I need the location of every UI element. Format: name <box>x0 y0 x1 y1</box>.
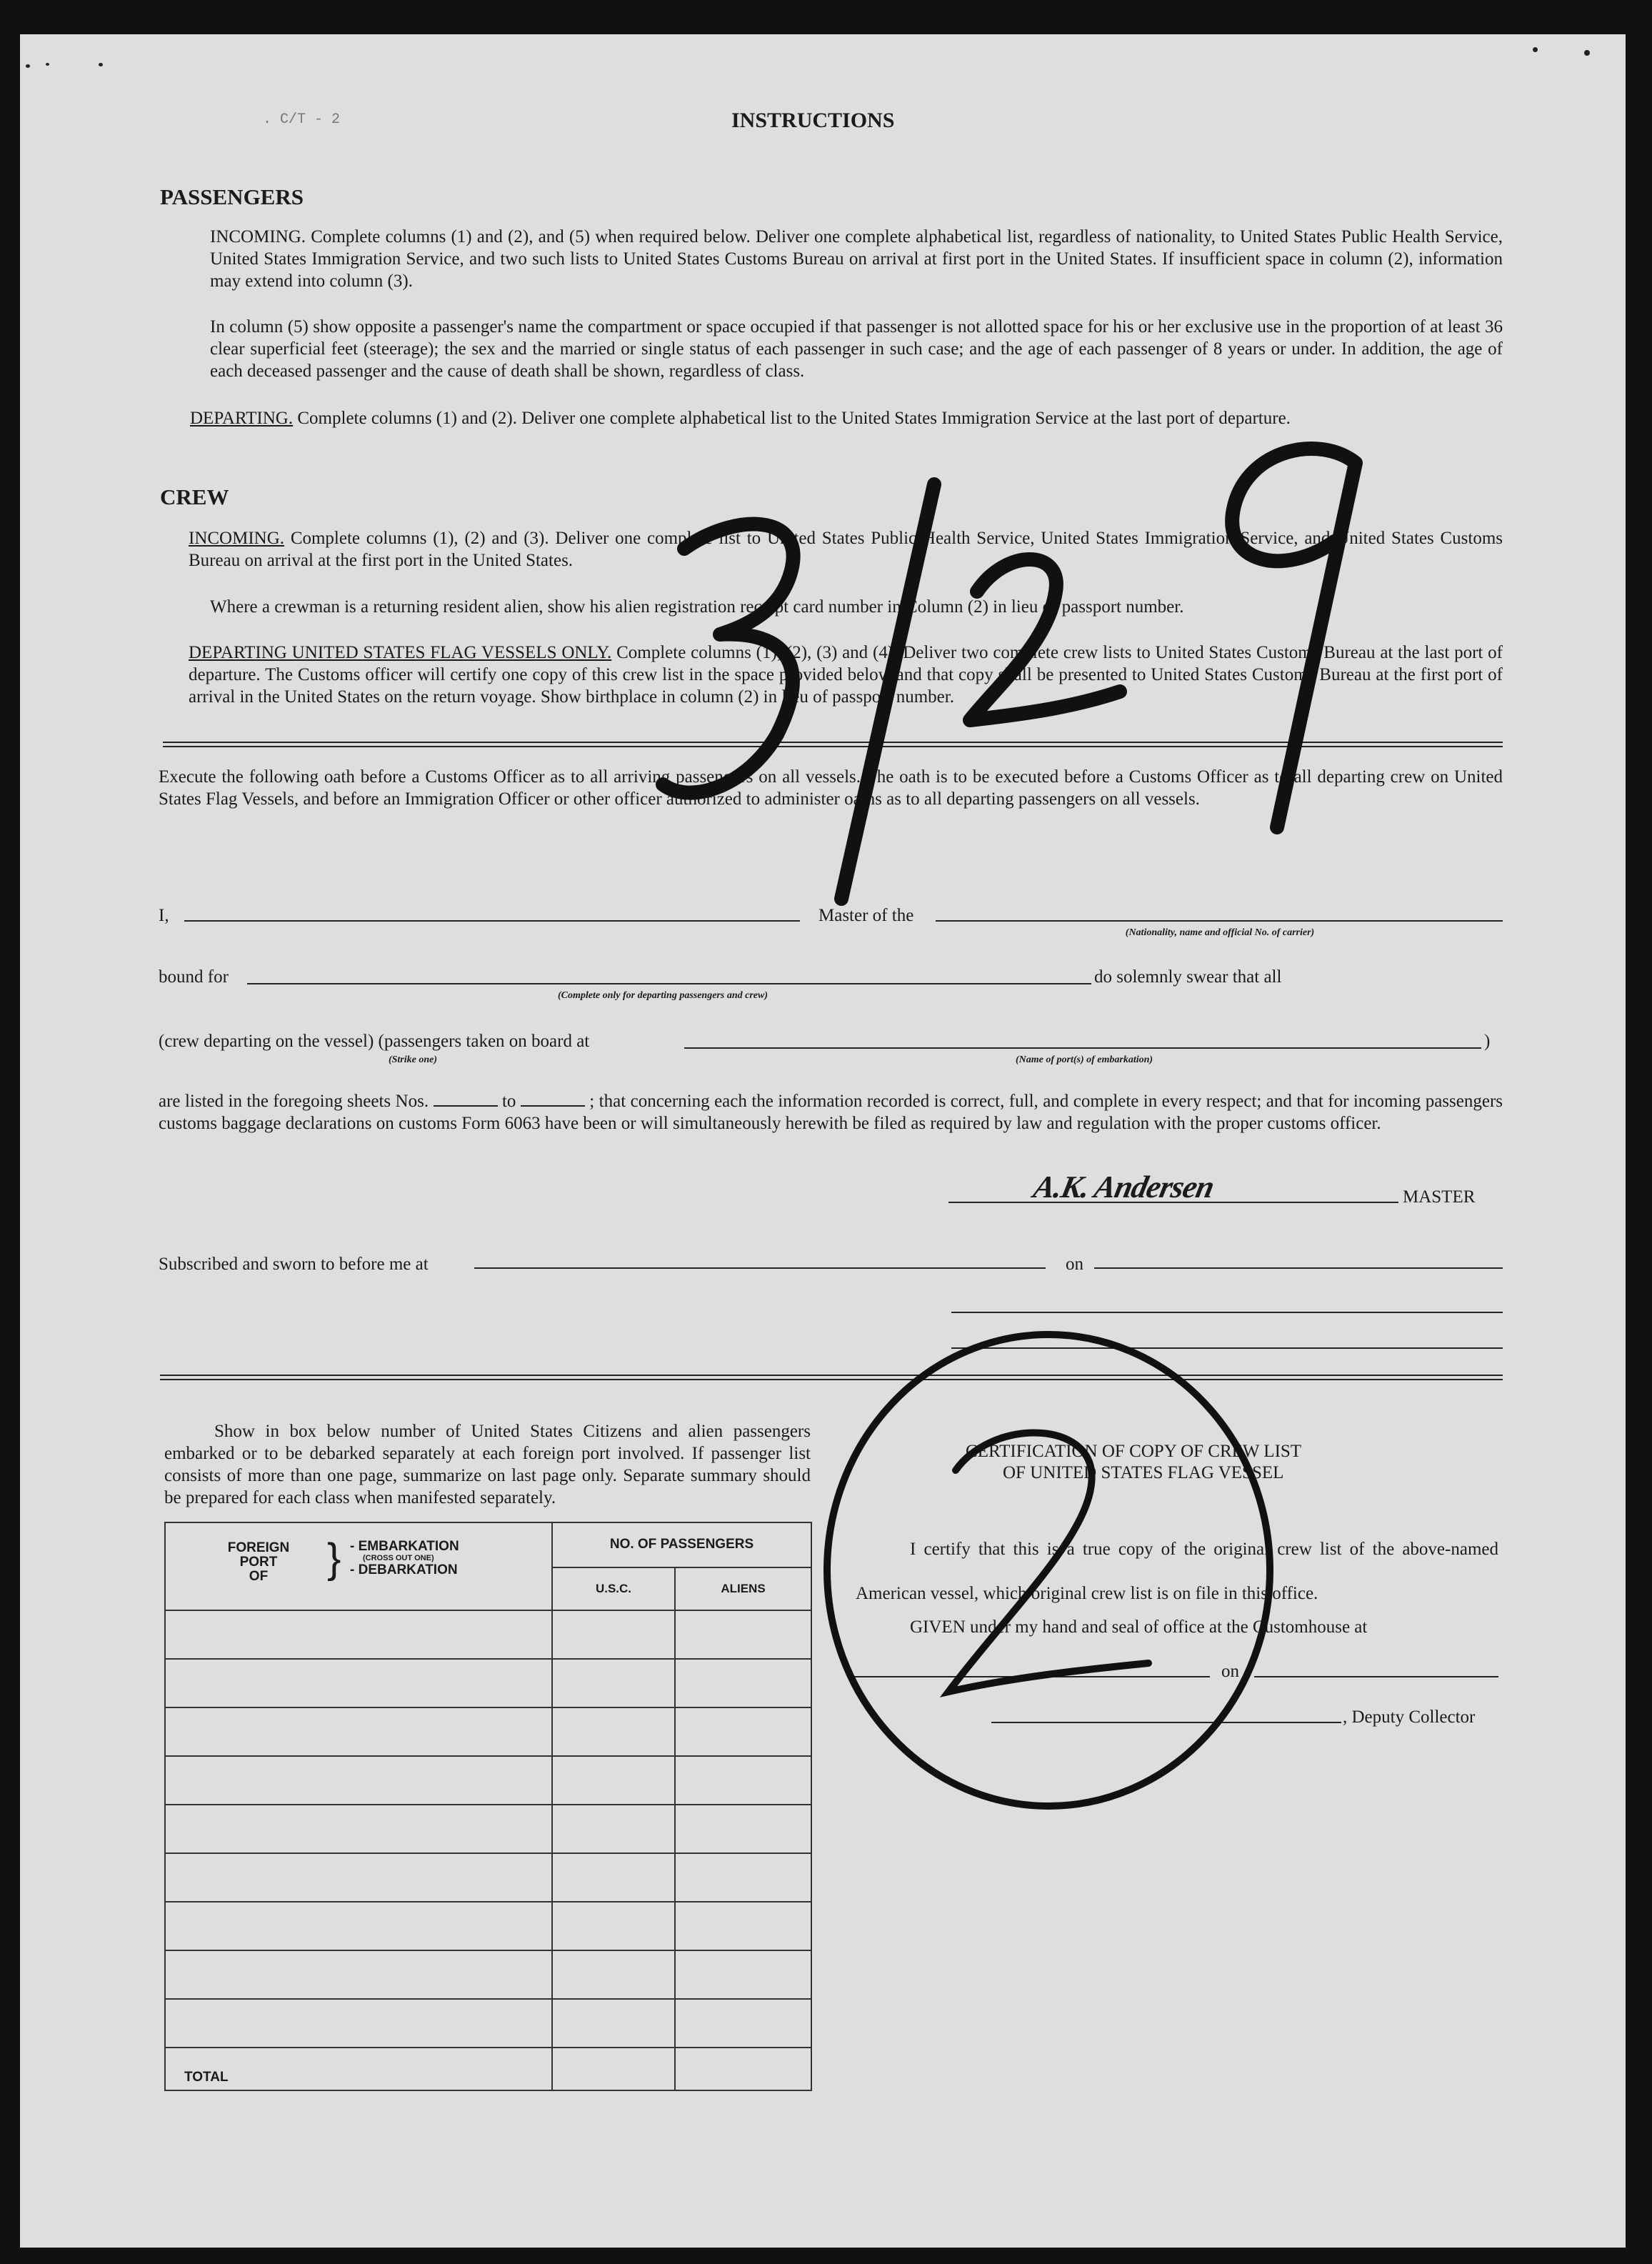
form-page <box>20 34 1626 2248</box>
aliens-cell[interactable] <box>675 1999 811 2048</box>
oath-crew-departing: (crew departing on the vessel) (passengers taken on board at <box>159 1032 590 1051</box>
cert-title-1: CERTIFICATION OF COPY OF CREW LIST <box>966 1442 1302 1461</box>
oath-embarkation-field[interactable] <box>684 1047 1481 1049</box>
passengers-column5: In column (5) show opposite a passenger's name the compartment or space occupied if that passenger is not allotted space for his or her exclusive use in the proportion of at least 36 clear superficial feet (steerage); the sex and the married or single status of each passenger in such case; and the age of each passenger of 8 years or under. In addition, the age of each deceased passenger and the cause of death shall be shown, regardless of class. <box>210 317 1503 381</box>
cert-deputy: , Deputy Collector <box>1343 1707 1476 1727</box>
usc-cell[interactable] <box>552 1707 675 1756</box>
usc-cell[interactable] <box>552 1902 675 1950</box>
handwritten-date-mark <box>634 406 1448 920</box>
sheet-from-field[interactable] <box>434 1105 498 1107</box>
oath-nationality-note: (Nationality, name and official No. of carrier) <box>1125 927 1315 938</box>
oath-listed-1: are listed in the foregoing sheets Nos. <box>159 1092 429 1111</box>
cert-on-label: on <box>1221 1662 1239 1681</box>
oath-swear: do solemnly swear that all <box>1094 967 1282 987</box>
cert-certify: I certify that this is a true copy of the original crew list of the above-named American vessel, which original crew list is on file in this office. <box>856 1540 1498 1603</box>
passengers-departing-label: DEPARTING. <box>190 409 294 428</box>
subscribed-place-field[interactable] <box>474 1267 1046 1269</box>
crew-alien: Where a crewman is a returning resident alien, show his alien registration receipt card number in Column (2) in lieu of passport number. <box>210 597 1184 617</box>
aliens-cell[interactable] <box>675 1902 811 1950</box>
usc-cell[interactable] <box>552 1999 675 2048</box>
oath-carrier-field[interactable] <box>936 920 1503 922</box>
passengers-incoming <box>210 226 1503 292</box>
oath-listed-to: to <box>501 1092 516 1111</box>
usc-cell[interactable] <box>552 1950 675 1999</box>
usc-cell[interactable] <box>552 1756 675 1805</box>
foreign-port-header <box>165 1522 552 1610</box>
cert-given: GIVEN under my hand and seal of office at the Customhouse at <box>910 1617 1368 1637</box>
aliens-cell[interactable] <box>675 1950 811 1999</box>
port-cell[interactable] <box>165 1853 552 1902</box>
sheet-to-field[interactable] <box>521 1105 585 1107</box>
oath-strike-note: (Strike one) <box>388 1054 438 1065</box>
page-title: INSTRUCTIONS <box>731 109 895 132</box>
subscribed-date-field[interactable] <box>1094 1267 1503 1269</box>
aliens-cell[interactable] <box>675 1853 811 1902</box>
master-label: MASTER <box>1403 1187 1476 1207</box>
usc-cell[interactable] <box>552 1805 675 1853</box>
port-cell[interactable] <box>165 1805 552 1853</box>
passengers-incoming-text: Complete columns (1) and (2), and (5) when required below. Deliver one complete alphabetical list, regardless of nationality, to United States Public Health Service, United States Immigration Service, and two such lists to United States Customs Bureau on arrival at first port in the United States. If insufficient space in column (2), information may extend into column (3). <box>210 227 1503 291</box>
oath-intro: Execute the following oath before a Customs Officer as to all arriving passengers on all vessels. The oath is to be executed before a Customs Officer as to all departing crew on United States Flag Vessels, and before an Immigration Officer or other officer authorized to administer oaths as to all departing passengers on all vessels. <box>159 767 1503 809</box>
passenger-summary-table <box>164 1522 812 2091</box>
foreign-label: FOREIGN <box>227 1540 290 1556</box>
port-cell[interactable] <box>165 1902 552 1950</box>
port-cell[interactable] <box>165 1999 552 2048</box>
subscribed-on-label: on <box>1066 1255 1083 1274</box>
passengers-departing-text: Complete columns (1) and (2). Deliver one complete alphabetical list to the United States Immigration Service at the last port of departure. <box>297 409 1291 428</box>
embarkation-label: - EMBARKATION <box>350 1539 459 1555</box>
total-aliens-cell[interactable] <box>675 2048 811 2090</box>
subscribed-label: Subscribed and sworn to before me at <box>159 1255 429 1274</box>
port-cell[interactable] <box>165 1659 552 1707</box>
passengers-incoming-label: INCOMING. <box>210 227 306 246</box>
port-label: PORT <box>239 1555 278 1570</box>
usc-cell[interactable] <box>552 1610 675 1659</box>
aliens-header: ALIENS <box>675 1567 811 1610</box>
summary-instructions: Show in box below number of United States Citizens and alien passengers embarked or to be debarked separately at each foreign port involved. If passenger list consists of more than one page, summarize on last page only. Separate summary should be prepared for each class when manifested separately. <box>164 1422 811 1507</box>
oath-master-name-field[interactable] <box>184 920 800 922</box>
crew-heading: CREW <box>160 484 229 509</box>
crew-departing-text: Complete columns (1), (2), (3) and (4). Deliver two complete crew lists to United States Customs Bureau at the last port of departure. The Customs officer will certify one copy of this crew list in the space provided below and that copy shall be presented to United States Customs Bureau at the first port of arrival in the United States on the return voyage. Show birthplace in column (2) in lieu of passport number. <box>189 643 1503 707</box>
port-cell[interactable] <box>165 1610 552 1659</box>
oath-listed <box>159 1090 1503 1135</box>
oath-i-label: I, <box>159 906 169 925</box>
crew-incoming-text: Complete columns (1), (2) and (3). Deliver one complete list to United States Public Health Service, United States Immigration Service, and United States Customs Bureau on arrival at the first port in the United States. <box>189 529 1503 570</box>
passengers-heading: PASSENGERS <box>160 184 304 209</box>
oath-complete-note: (Complete only for departing passengers and crew) <box>558 990 768 1001</box>
debarkation-label: - DEBARKATION <box>350 1562 458 1578</box>
brace-glyph: } <box>327 1535 341 1582</box>
oath-port-note: (Name of port(s) of embarkation) <box>1015 1054 1153 1065</box>
of-label: OF <box>249 1569 269 1585</box>
oath-bound-for: bound for <box>159 967 229 987</box>
port-cell[interactable] <box>165 1950 552 1999</box>
crew-incoming-label: INCOMING. <box>189 529 285 548</box>
usc-header: U.S.C. <box>552 1567 675 1610</box>
crew-departing-label: DEPARTING UNITED STATES FLAG VESSELS ONLY. <box>189 643 612 662</box>
port-cell[interactable] <box>165 1756 552 1805</box>
cross-out-label: (CROSS OUT ONE) <box>363 1554 434 1563</box>
handwritten-circled-number <box>777 1306 1320 1820</box>
total-usc-cell[interactable] <box>552 2048 675 2090</box>
usc-cell[interactable] <box>552 1659 675 1707</box>
master-signature: A.K. Andersen <box>1030 1170 1217 1205</box>
oath-close-paren: ) <box>1484 1032 1491 1051</box>
no-passengers-header: NO. OF PASSENGERS <box>552 1522 811 1567</box>
total-label: TOTAL <box>165 2048 552 2090</box>
form-marks: . C/T - 2 <box>263 111 341 128</box>
oath-listed-2: ; that concerning each the information recorded is correct, full, and complete in every respect; and that for incoming passengers customs baggage declarations on customs Form 6063 have been or will simultaneously herewith be filed as required by law and regulation with the proper customs officer. <box>159 1092 1503 1133</box>
oath-master-of: Master of the <box>819 906 914 925</box>
cert-title-2: OF UNITED STATES FLAG VESSEL <box>1003 1463 1284 1482</box>
usc-cell[interactable] <box>552 1853 675 1902</box>
port-cell[interactable] <box>165 1707 552 1756</box>
oath-bound-for-field[interactable] <box>247 983 1091 984</box>
